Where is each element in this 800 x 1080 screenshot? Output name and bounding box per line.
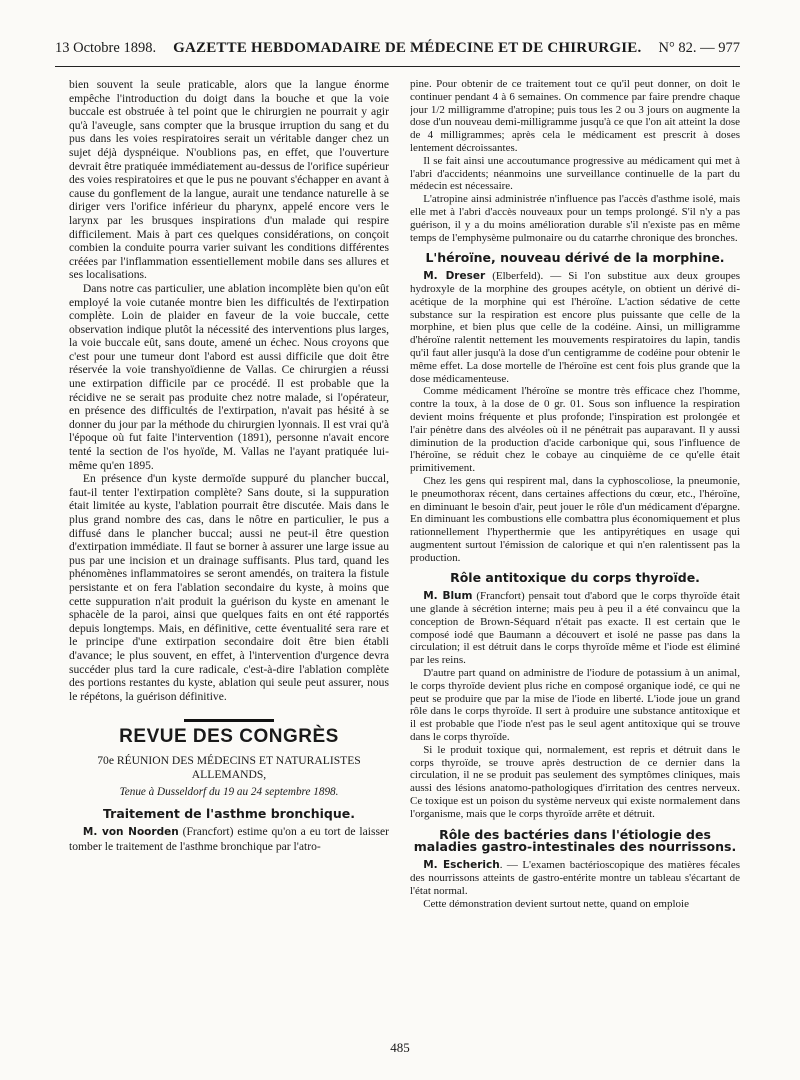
paragraph: L'atropine ainsi administrée n'influence pas l'accès d'asthme isolé, mais elle met à l'abri d'accès nouveaux pour un temps prolongé. S'il n'y a pas guérison, il y a du moins amélioration durable s'il n'existe pas en même temps de l'emphysème pulmonaire ou du catarrhe chronique des bronches. <box>410 193 740 244</box>
left-column <box>69 78 389 1002</box>
issue-number: N° 82. — 977 <box>658 40 740 56</box>
section-heading-thyroide: Rôle antitoxique du corps thyroïde. <box>450 570 700 586</box>
paragraph: Cette démonstration devient surtout nette, quand on emploie <box>423 897 689 910</box>
paragraph: En présence d'un kyste dermoïde suppuré du plancher buccal, faut-il tenter l'extirpation complète? Sans doute, si la suppuration était limitée au kyste, l'ablation pourrait être discutée. Mais dans le plus grand nombre des cas, dans le nôtre en particulier, le pus a diffusé dans le plancher buccal; aussi ne peut-il être question d'extirpation immédiate. Il faut se borner à assurer une large issue au pus par une incision et un drainage suffisants. Plus tard, quand les phénomènes inflammatoires se seront amendés, on traitera la fistule persistante et on fera l'ablation secondaire du kyste, à moins que cette suppuration n'ait produit la guérison du kyste en amenant le sphacèle de la paroi, ainsi que quelques faits en ont été rapportés depuis longtemps. Mais, en définitive, cette éventualité sera rare et le principe d'une extirpation secondaire doit être bien établi d'avance; le plus souvent, en effet, à l'intervention d'urgence devra succéder plus tard la cure radicale, c'est-à-dire l'ablation complète des portions restantes du kyste, ablation qui seule peut assurer, nous le répétons, la guérison définitive. <box>69 472 389 703</box>
paragraph-text: (Francfort) pensait tout d'abord que le corps thyroïde était une glande à sécrétion interne; mais peu à peu il a été convaincu que la conception de Brown-Séquard n'était pas exacte. Il est certain que le composé iodé que Baumann a découvert et isolé ne passe pas dans la circulation; il est détruit dans le corps thyroïde même et l'iode est éliminé par les reins. <box>410 590 740 667</box>
paragraph: Si le produit toxique qui, normalement, est repris et détruit dans le corps thyroïde, se trouve après destruction de ce dernier dans la circulation, il ne se produit pas seulement des symptômes cliniques, mais aussi des lésions anatomo-pathologiques d'irritation des centres nerveux. Ce toxique est un poison du système nerveux qui existe normalement dans l'organisme, mais que le corps thyroïde arrête et détruit. <box>410 743 740 820</box>
section-divider <box>184 719 274 722</box>
right-column <box>410 78 740 1002</box>
revue-heading: REVUE DES CONGRÈS <box>119 726 339 748</box>
paragraph-text: . — L'examen bactérioscopique des matières fécales des nourrissons atteints de gastro-entérite montre un tableau s'écartant de l'état normal. <box>410 859 740 897</box>
header-rule <box>55 66 740 67</box>
paragraph-text: (Elberfeld). — Si l'on substitue aux deux groupes hydroxyle de la morphine des groupes acétyle, on obtient un dérivé di-acétique de la morphine qui est l'héroïne. L'action sédative de cette substance sur la respiration est encore plus puissante que celle de la morphine, et bien plus que celle de la codéine. Ainsi, un milligramme d'héroïne ralentit nettement les mouvements respiratoires du lapin, tandis qu'il faut aller jusqu'à la dose d'un centigramme de codéine pour obtenir le même effet. La dose mortelle de l'héroïne est cent fois plus grande que la dose médicamenteuse. <box>410 270 740 385</box>
paragraph: Dans notre cas particulier, une ablation incomplète bien qu'on eût employé la voie cutanée montre bien les difficultés de l'extirpation complète. Loin de plaider en faveur de la voie buccale, cette observation indique plutôt la nécessité des interventions plus larges, la voie buccale eût, sans doute, amené un échec. Nous croyons que c'est pour une tumeur dont l'abord est aussi difficile que doit être réservée la voie transhyoïdienne de Vallas. Ce chirurgien a réussi une extirpation difficile par ce procédé. Il est probable que la récidive ne se serait pas produite chez notre malade, si l'opérateur, en présence des difficultés de l'extirpation, n'avait pas hésité à se donner du jour par la méthode du chirurgien lyonnais. Il est vrai qu'à l'époque où fut faite l'intervention (1891), personne n'avait encore tenté la section de l'os hyoïde, M. Vallas ne l'ayant pratiquée lui-même qu'en 1895. <box>69 281 389 472</box>
section-heading-asthme: Traitement de l'asthme bronchique. <box>103 805 355 821</box>
paragraph-text: (Francfort) estime qu'on a eu tort de laisser tomber le traitement de l'asthme bronchique par l'atro- <box>69 825 389 853</box>
author-name: M. Escherich <box>423 859 500 872</box>
paragraph: D'autre part quand on administre de l'iodure de potassium à un animal, le corps thyroïde devient plus riche en composé organique iodé, ce qui ne peut se produire que par la mise de l'iode en liberté. L'iode joue un grand rôle dans le corps thyroïde. Il sert à produire une substance antitoxique et il est probable que l'iode n'est pas le seul agent antitoxique qui se trouve dans le corps thyroïde. <box>410 667 740 744</box>
author-name: M. Blum <box>423 590 473 603</box>
journal-title: GAZETTE HEBDOMADAIRE DE MÉDECINE ET DE CHIRURGIE. <box>173 40 642 56</box>
author-name: M. Dreser <box>423 270 486 283</box>
page-number: 485 <box>390 1040 410 1055</box>
paragraph: Comme médicament l'héroïne se montre très efficace chez l'homme, contre la toux, à la dose de 0 gr. 01. Sous son influence la respiration devient moins fréquente et plus profonde; l'inspiration est prolongée et l'air pénètre dans des alvéoles où il ne pénétrait pas auparavant. Il y aussi diminution de la production d'acide carbonique qui, sous l'influence de l'héroïne, se réduit chez le cobaye au cinquième de ce qu'elle était primitivement. <box>410 385 740 475</box>
section-heading-bacteries: Rôle des bactéries dans l'étiologie des maladies gastro-intestinales des nourrissons. <box>413 826 737 855</box>
paragraph: Il se fait ainsi une accoutumance progressive au médicament qui met à l'abri d'accidents; néanmoins une surveillance continuelle de la part du médecin est nécessaire. <box>410 154 740 193</box>
meeting-dates: Tenue à Dusseldorf du 19 au 24 septembre 1898. <box>119 785 339 798</box>
paragraph: Chez les gens qui respirent mal, dans la cyphoscoliose, la pneumonie, le pneumothorax récent, dans certaines affections du cœur, etc., l'héroïne, en diminuant le besoin d'air, peut jouer le rôle d'un médicament d'épargne. En diminuant les combustions elle combattra plus économiquement et plus rationnellement l'hyperthermie que les antipyrétiques en usage qui augmentent surtout l'émission de calorique et qui n'en ralentissent pas la production. <box>410 474 740 564</box>
section-heading-heroine: L'héroïne, nouveau dérivé de la morphine. <box>425 250 725 266</box>
header-date: 13 Octobre 1898. <box>55 40 157 56</box>
paragraph: pine. Pour obtenir de ce traitement tout ce qu'il peut donner, on doit le continuer pendant 4 à 6 semaines. On commence par faire prendre chaque jour 1/2 milligramme d'atropine; puis tous les 2 ou 3 jours on augmente la dose d'un nouveau demi-milligramme jusqu'à ce que l'on ait atteint la dose de 4 milligrammes; après cela le médicament est prescrit à doses lentement décroissantes. <box>410 78 740 154</box>
author-name: M. von Noorden <box>82 826 179 839</box>
paragraph: bien souvent la seule praticable, alors que la langue énorme empêche l'introduction du doigt dans la bouche et que la voie buccale est obstruée à tel point que le chirurgien ne pourrait y agir qu'à l'aveugle, sans compter que la brusque irruption du sang et du pus dans les voies respiratoires serait un véritable danger chez un sujet déjà dyspnéique. N'oublions pas, en effet, que l'ouverture devrait être pratiquée immédiatement au-dessus de l'orifice supérieur des voies respiratoires et que le pus ne pouvant s'échapper en avant à cause du gonflement de la langue, aurait une tendance naturelle à se diriger vers l'orifice inférieur du pharynx, appelé encore vers le larynx par les brusques inspirations d'un malade qui respire difficilement. Mais à part ces quelques considérations, on conçoit combien la conduite pourra varier suivant les conditions différentes créées par l'inflammation essentiellement mobile dans ses allures et ses localisations. <box>69 78 389 282</box>
meeting-title: 70e RÉUNION DES MÉDECINS ET NATURALISTES ALLEMANDS, <box>97 753 361 781</box>
page-header <box>55 40 740 62</box>
